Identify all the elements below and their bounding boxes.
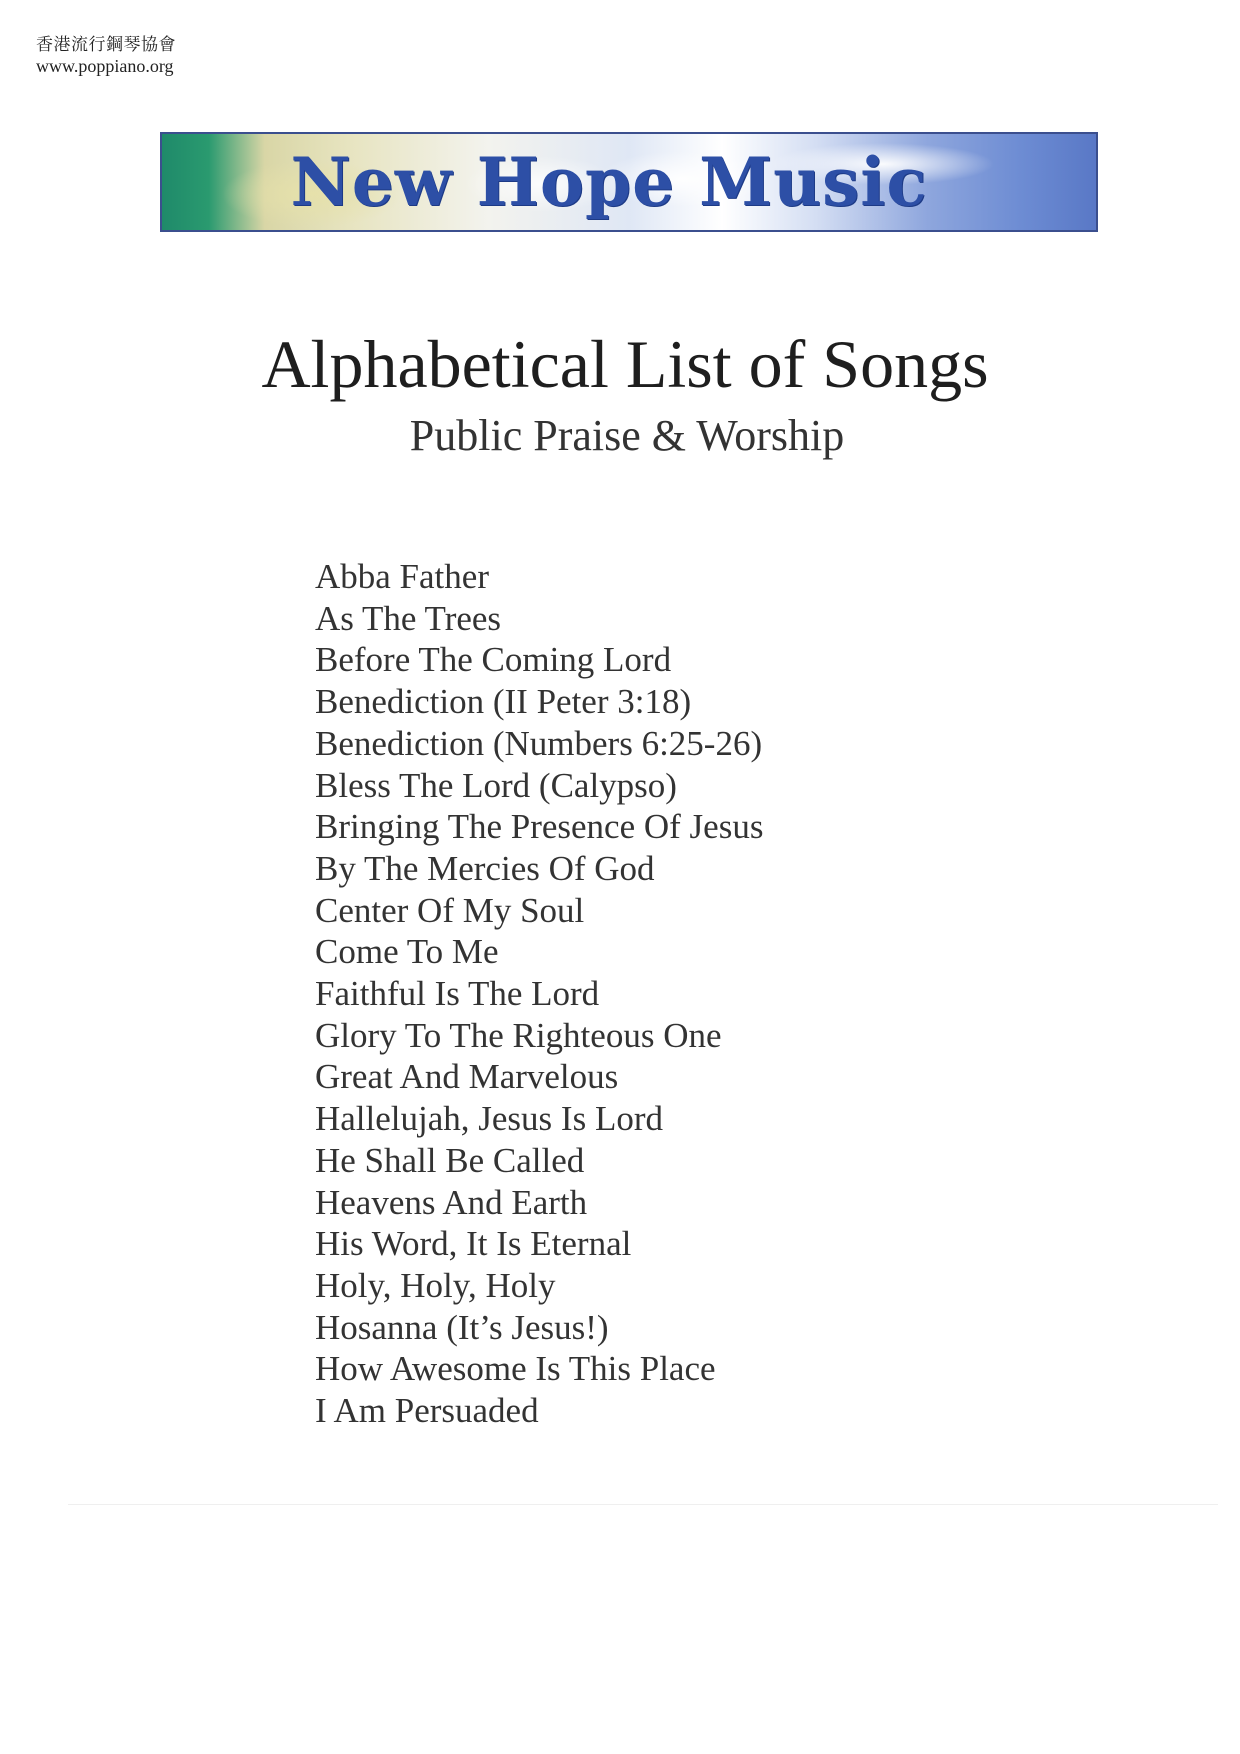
song-item: Bless The Lord (Calypso) — [315, 765, 677, 805]
page-subtitle: Public Praise & Worship — [409, 411, 845, 460]
watermark-url: www.poppiano.org — [36, 55, 174, 76]
song-item: Great And Marvelous — [315, 1057, 619, 1097]
song-item: Benediction (Numbers 6:25-26) — [315, 723, 763, 763]
song-item: He Shall Be Called — [315, 1140, 585, 1180]
song-item: As The Trees — [315, 598, 502, 638]
song-item: Hosanna (It’s Jesus!) — [315, 1307, 609, 1347]
song-item: His Word, It Is Eternal — [315, 1224, 632, 1264]
song-item: I Am Persuaded — [315, 1391, 539, 1431]
watermark — [36, 36, 176, 76]
song-item: Center Of My Soul — [315, 890, 585, 930]
song-list — [315, 556, 763, 1432]
song-item: Benediction (II Peter 3:18) — [315, 682, 692, 722]
song-item: Heavens And Earth — [315, 1182, 588, 1222]
song-item: Glory To The Righteous One — [315, 1015, 722, 1055]
song-item: How Awesome Is This Place — [315, 1349, 716, 1389]
page-title: Alphabetical List of Songs — [261, 326, 989, 402]
watermark-organization: 香港流行鋼琴協會 — [36, 35, 176, 55]
song-item: Bringing The Presence Of Jesus — [315, 807, 764, 847]
faint-divider — [68, 1504, 1218, 1505]
song-item: By The Mercies Of God — [315, 848, 655, 888]
song-item: Come To Me — [315, 932, 499, 972]
song-item: Abba Father — [315, 557, 489, 596]
song-item: Before The Coming Lord — [315, 640, 672, 680]
song-item: Faithful Is The Lord — [315, 974, 600, 1014]
song-item: Hallelujah, Jesus Is Lord — [315, 1099, 663, 1139]
banner-title: New Hope Music — [290, 143, 928, 221]
song-item: Holy, Holy, Holy — [315, 1265, 556, 1305]
new-hope-music-banner — [160, 132, 1098, 232]
